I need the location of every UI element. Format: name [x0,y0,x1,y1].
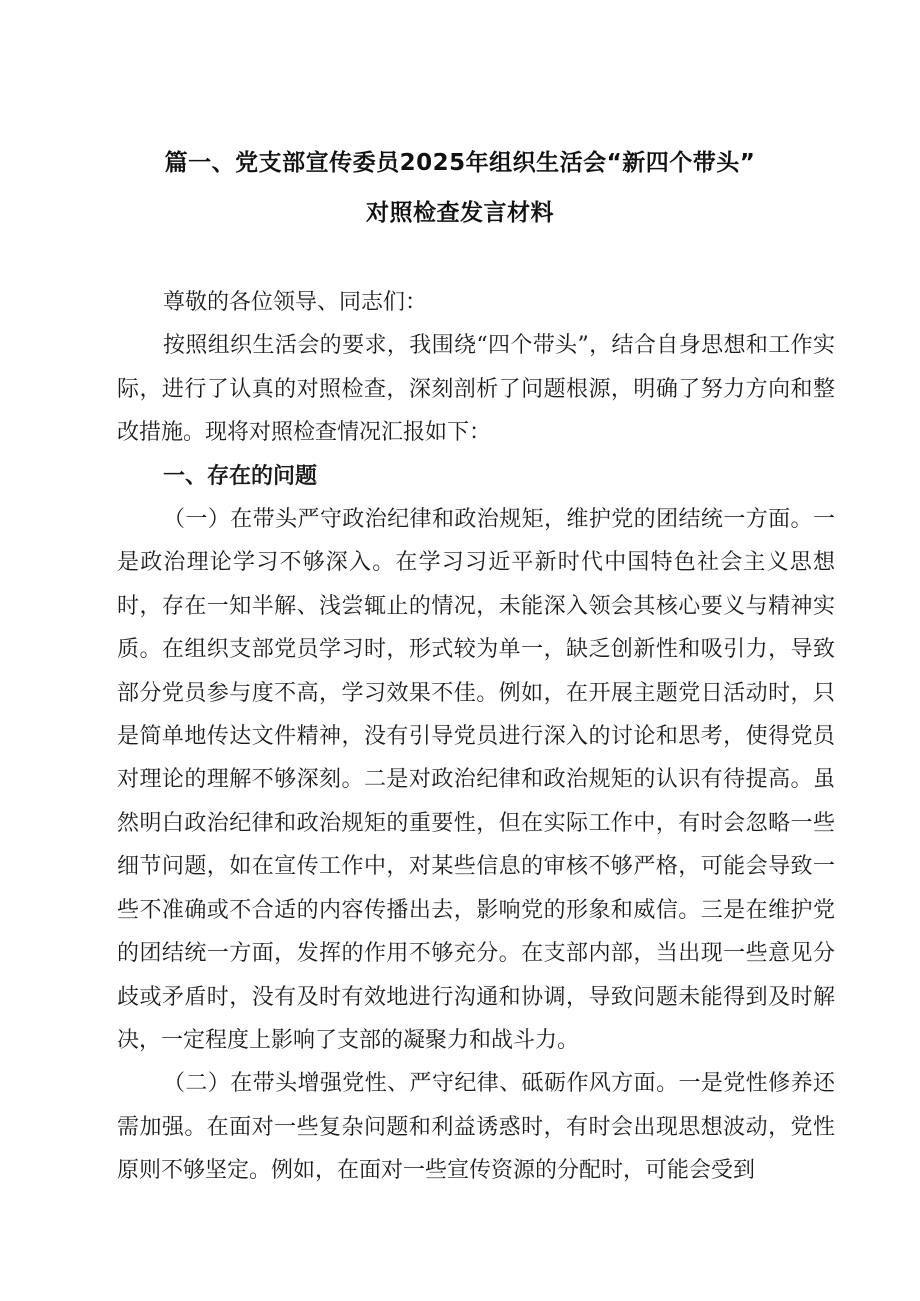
document-title-line-2: 对照检查发言材料 [366,200,554,226]
subsection-1-paragraph [117,498,835,1062]
subsection-2-paragraph: （二）在带头增强党性、严守纪律、砥砺作风方面。一是党性修养还需加强。在面对一些复杂问题和利益诱惑时，有时会出现思想波动，党性原则不够坚定。例如，在面对一些宣传资源的分配时，可能会受到 [117,1071,835,1184]
document-title-line-1: 篇一、党支部宣传委员2025年组织生活会“新四个带头” [164,150,756,176]
salutation: 尊敬的各位领导、同志们： [163,290,428,315]
document-body [117,281,835,1193]
section-heading-problems: 一、存在的问题 [163,463,318,489]
subsection-1-body: 一是政治理论学习不够深入。在学习习近平新时代中国特色社会主义思想时，存在一知半解、浅尝辄止的情况，未能深入领会其核心要义与精神实质。在组织支部党员学习时，形式较为单一，缺乏创新性和吸引力，导致部分党员参与度不高，学习效果不佳。例如，在开展主题党日活动时，只是简单地传达文件精神，没有引导党员进行深入的讨论和思考，使得党员对理论的理解不够深刻。二是对政治纪律和政治规矩的认识有待提高。虽然明白政治纪律和政治规矩的重要性，但在实际工作中，有时会忽略一些细节问题，如在宣传工作中，对某些信息的审核不够严格，可能会导致一些不准确或不合适的内容传播出去，影响党的形象和威信。三是在维护党的团结统一方面，发挥的作用不够充分。在支部内部，当出现一些意见分歧或矛盾时，没有及时有效地进行沟通和协调，导致问题未能得到及时解决，一定程度上影响了支部的凝聚力和战斗力。 [117,507,835,1053]
intro-paragraph: 按照组织生活会的要求，我围绕“四个带头”，结合自身思想和工作实际，进行了认真的对照检查，深刻剖析了问题根源，明确了努力方向和整改措施。现将对照检查情况汇报如下： [117,333,835,446]
subsection-1-title: （一）在带头严守政治纪律和政治规矩，维护党的团结统一方面。 [163,507,813,533]
